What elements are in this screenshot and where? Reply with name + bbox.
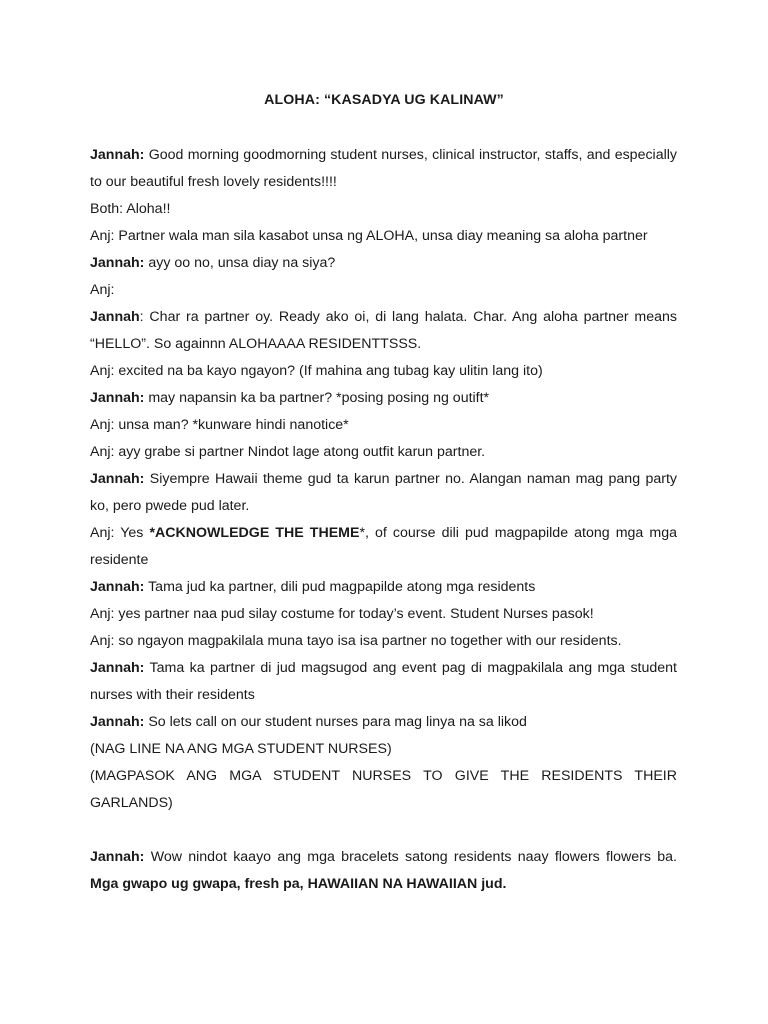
- dialogue-line-5: [90, 277, 677, 304]
- dialogue-line-16: [90, 655, 677, 709]
- dialogue-text: ayy oo no, unsa diay na siya?: [144, 255, 336, 271]
- speaker-name: Jannah:: [90, 471, 145, 487]
- script-body: [90, 142, 677, 898]
- speaker-name: Jannah: [90, 309, 140, 325]
- dialogue-line-15: [90, 628, 677, 655]
- dialogue-text: Anj: ayy grabe si partner Nindot lage atong outfit karun partner.: [90, 444, 486, 460]
- speaker-name: Jannah:: [90, 849, 145, 865]
- speaker-name: Jannah:: [90, 579, 145, 595]
- dialogue-text: Wow nindot kaayo ang mga bracelets satong residents naay flowers flowers ba.: [144, 849, 677, 865]
- dialogue-line-1: [90, 142, 677, 196]
- dialogue-line-11: [90, 466, 677, 520]
- dialogue-text: Anj:: [90, 282, 115, 298]
- speaker-name: Jannah:: [90, 714, 145, 730]
- dialogue-text: Tama ka partner di jud magsugod ang event pag di magpakilala ang mga student nurses with their residents: [90, 660, 677, 703]
- dialogue-line-3: [90, 223, 677, 250]
- dialogue-text: Anj: yes partner naa pud silay costume for today’s event. Student Nurses pasok!: [90, 606, 594, 622]
- emphasis-text: Mga gwapo ug gwapa, fresh pa, HAWAIIAN NA HAWAIIAN jud.: [90, 876, 507, 892]
- dialogue-text: Both: Aloha!!: [90, 201, 171, 217]
- stage-direction-bold: *ACKNOWLEDGE THE THEME: [149, 525, 360, 541]
- dialogue-line-8: [90, 385, 677, 412]
- dialogue-text: Anj: Partner wala man sila kasabot unsa ng ALOHA, unsa diay meaning sa aloha partner: [90, 228, 648, 244]
- dialogue-line-4: [90, 250, 677, 277]
- dialogue-line-14: [90, 601, 677, 628]
- dialogue-text: Anj: Yes: [90, 525, 150, 541]
- paragraph-gap: [90, 817, 677, 844]
- stage-direction-1: [90, 736, 677, 763]
- dialogue-line-9: [90, 412, 677, 439]
- dialogue-text: Anj: excited na ba kayo ngayon? (If mahina ang tubag kay ulitin lang ito): [90, 363, 543, 379]
- speaker-name: Jannah:: [90, 390, 145, 406]
- stage-direction-2: [90, 763, 677, 817]
- dialogue-text: Good morning goodmorning student nurses, clinical instructor, staffs, and especially to our beautiful fresh lovely residents!!!!: [90, 147, 677, 190]
- dialogue-text: Anj: unsa man? *kunware hindi nanotice*: [90, 417, 349, 433]
- dialogue-line-17: [90, 709, 677, 736]
- dialogue-line-13: [90, 574, 677, 601]
- dialogue-text: Anj: so ngayon magpakilala muna tayo isa isa partner no together with our residents.: [90, 633, 622, 649]
- document-title: ALOHA: “KASADYA UG KALINAW”: [264, 92, 504, 108]
- dialogue-text: Siyempre Hawaii theme gud ta karun partner no. Alangan naman mag pang party ko, pero pwede pud later.: [90, 471, 677, 514]
- dialogue-text: may napansin ka ba partner? *posing posing ng outift*: [144, 390, 490, 406]
- dialogue-line-2: [90, 196, 677, 223]
- dialogue-line-20: [90, 844, 677, 898]
- dialogue-text: : Char ra partner oy. Ready ako oi, di lang halata. Char. Ang aloha partner means “HELLO”. So againnn ALOHAAAA RESIDENTTSSS.: [90, 309, 677, 352]
- dialogue-text: (NAG LINE NA ANG MGA STUDENT NURSES): [90, 741, 392, 757]
- dialogue-text: So lets call on our student nurses para mag linya na sa likod: [144, 714, 527, 730]
- speaker-name: Jannah:: [90, 660, 145, 676]
- speaker-name: Jannah:: [90, 255, 145, 271]
- dialogue-line-7: [90, 358, 677, 385]
- dialogue-line-10: [90, 439, 677, 466]
- dialogue-text: Tama jud ka partner, dili pud magpapilde atong mga residents: [144, 579, 536, 595]
- dialogue-line-12: [90, 520, 677, 574]
- dialogue-text: (MAGPASOK ANG MGA STUDENT NURSES TO GIVE THE RESIDENTS THEIR GARLANDS): [90, 768, 677, 811]
- dialogue-text: *, of course dili pud magpapilde atong mga mga residente: [90, 525, 677, 568]
- dialogue-line-6: [90, 304, 677, 358]
- speaker-name: Jannah:: [90, 147, 145, 163]
